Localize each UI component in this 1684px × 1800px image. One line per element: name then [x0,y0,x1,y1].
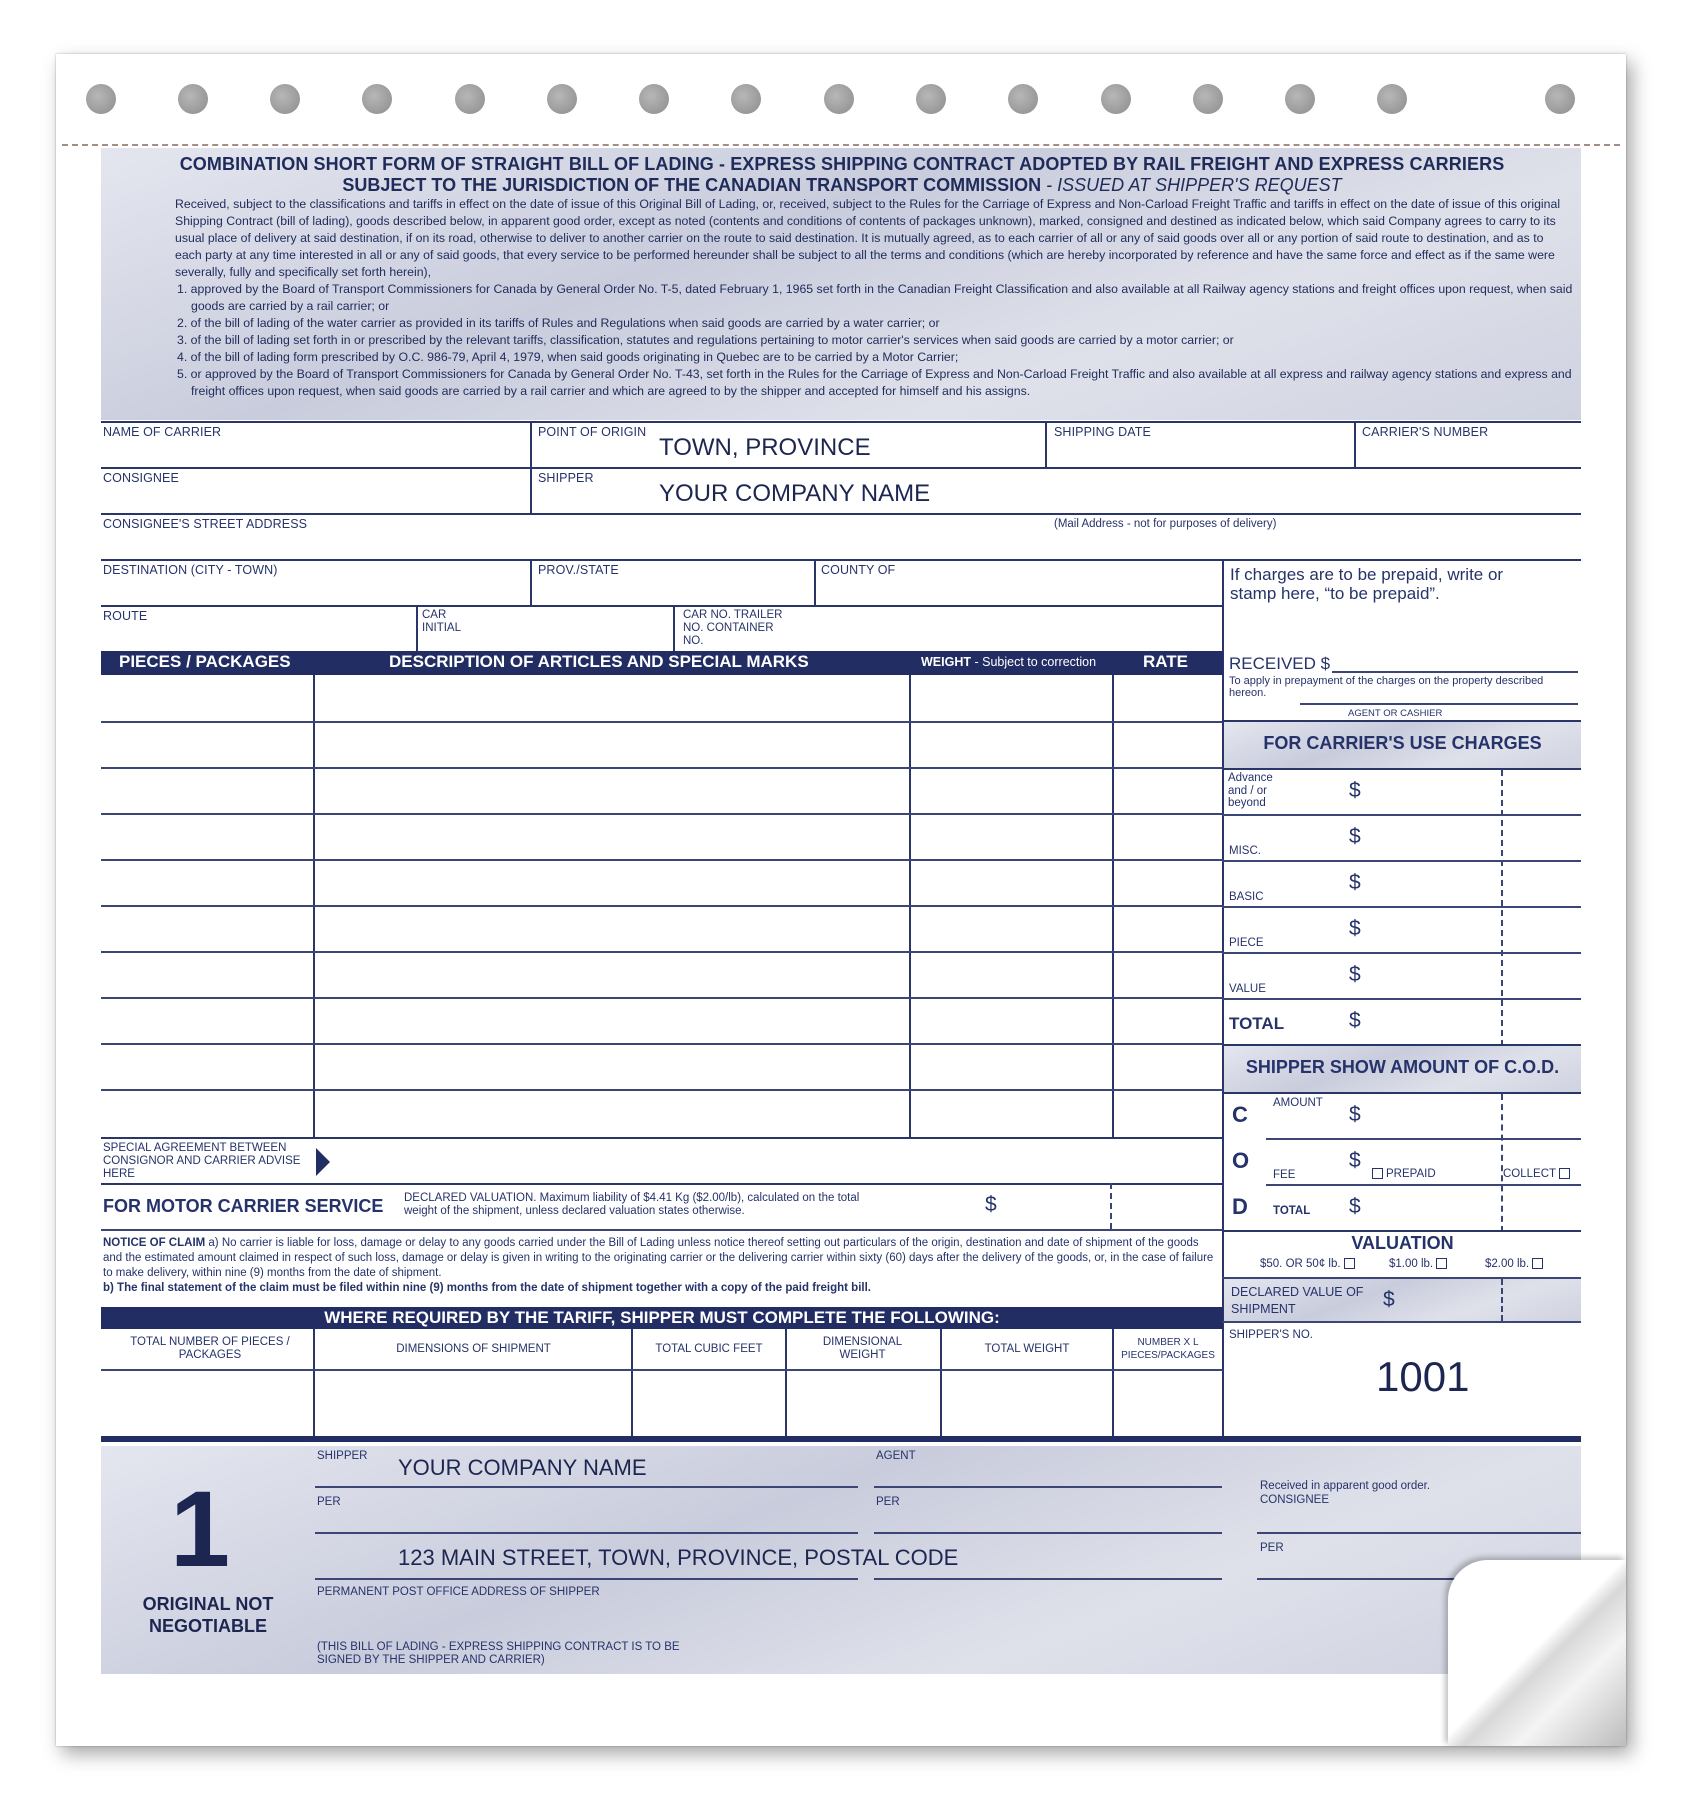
charge-advance-label: Advance and / or beyond [1228,772,1273,809]
punch-hole [824,84,854,114]
cod-prepaid-checkbox[interactable]: PREPAID [1372,1168,1436,1181]
charge-dollar: $ [1349,779,1361,802]
punch-hole [639,84,669,114]
cod-collect-checkbox[interactable]: COLLECT [1503,1168,1570,1181]
description-header: DESCRIPTION OF ARTICLES AND SPECIAL MARKS [389,652,809,671]
shippers-no-label: SHIPPER'S NO. [1229,1329,1313,1341]
footer-per-label: PER [317,1496,341,1508]
cod-fee-label: FEE [1273,1169,1296,1181]
valuation-100-checkbox[interactable]: $1.00 lb. [1389,1258,1447,1271]
tariff-col-pieces: TOTAL NUMBER OF PIECES / PACKAGES [130,1336,290,1361]
mail-address-note: (Mail Address - not for purposes of delivery) [1054,518,1277,530]
shipper-label: SHIPPER [538,471,594,485]
punch-hole [1285,84,1315,114]
charge-dollar: $ [1349,963,1361,986]
punch-hole [270,84,300,114]
received-note: To apply in prepayment of the charges on the property described hereon. [1229,675,1544,699]
copy-number: 1 [170,1468,231,1589]
footer-shipper-field[interactable]: YOUR COMPANY NAME [398,1455,647,1480]
address-label: PERMANENT POST OFFICE ADDRESS OF SHIPPER [317,1586,600,1598]
valuation-50-checkbox[interactable]: $50. OR 50¢ lb. [1260,1258,1355,1271]
page-curl [1448,1560,1626,1746]
agent-cashier-label: AGENT OR CASHIER [1348,708,1443,719]
destination-label: DESTINATION (CITY - TOWN) [103,563,278,577]
prov-state-label: PROV./STATE [538,563,619,577]
footer-shipper-label: SHIPPER [317,1450,368,1462]
point-of-origin-label: POINT OF ORIGIN [538,425,647,439]
charge-total-label: TOTAL [1229,1014,1285,1033]
pieces-header: PIECES / PACKAGES [119,652,291,671]
carriers-number-label: CARRIER'S NUMBER [1362,425,1489,439]
form-subtitle: SUBJECT TO THE JURISDICTION OF THE CANADIAN TRANSPORT COMMISSION - ISSUED AT SHIPPER'S REQUEST [342,175,1342,195]
route-label: ROUTE [103,609,148,623]
cod-dollar: $ [1349,1149,1361,1172]
form-title: COMBINATION SHORT FORM OF STRAIGHT BILL OF LADING - EXPRESS SHIPPING CONTRACT ADOPTED BY RAIL FREIGHT AND EXPRESS CARRIERS [179,154,1505,174]
cod-letter-o: O [1232,1148,1250,1173]
terms-item: 4. of the bill of lading form prescribed by O.C. 986-79, April 4, 1979, when said goods originating in Quebec are to be carried by a Motor Carrier; [177,350,959,364]
notice-of-claim: NOTICE OF CLAIM a) No carrier is liable for loss, damage or delay to any goods carried under the Bill of Lading unless notice thereof setting out particulars of the origin, destination and date of shipment of the goods and the estimated amount claimed in respect of such loss, damage or delay is given in writing to the originating carrier or the delivering carrier within sixty (60) days after the delivery of the goods, or, in the case of failure to make delivery, within nine (9) months from the date of shipment. b) The final statement of the claim must be filed within nine (9) months from the date of shipment together with a copy of the paid freight bill. [103,1237,1214,1294]
received-label: RECEIVED $ [1229,654,1331,673]
punch-hole [731,84,761,114]
footer-agent-per-label: PER [876,1496,900,1508]
punch-hole [178,84,208,114]
county-of-label: COUNTY OF [821,563,896,577]
punch-hole [547,84,577,114]
tariff-col-dim-weight: DIMENSIONAL WEIGHT [822,1336,903,1361]
cod-total-label: TOTAL [1273,1205,1311,1217]
charge-basic-label: BASIC [1229,891,1264,903]
carrier-use-header: FOR CARRIER'S USE CHARGES [1224,722,1581,768]
punch-hole [455,84,485,114]
terms-item: 3. of the bill of lading set forth in or prescribed by the relevant tariffs, classification, statutes and regulations pertaining to motor carrier's services when said goods are carried by a motor carrier; or [177,333,1234,347]
consignee-label: CONSIGNEE [103,471,179,485]
shipping-date-label: SHIPPING DATE [1054,425,1151,439]
punch-hole [1545,84,1575,114]
motor-carrier-label: FOR MOTOR CARRIER SERVICE [103,1196,384,1216]
charge-dollar: $ [1349,1009,1361,1032]
shipper-field[interactable]: YOUR COMPANY NAME [659,480,931,507]
punch-hole [1377,84,1407,114]
articles-header-bar [101,651,1223,675]
terms-item: 5. or approved by the Board of Transport Commissioners for Canada by General Order No. T-43, set forth in the Rules for the Carriage of Express and Non-Carload Freight Traffic and also available at all express and railway agency stations and express and freight offices upon request, when said goods are carried by a rail carrier and which are agreed to by the shipper and accepted for himself and his assigns. [177,367,1572,398]
car-initial-label: CAR INITIAL [422,609,461,634]
cod-amount-label: AMOUNT [1273,1097,1323,1109]
terms-item: 1. approved by the Board of Transport Commissioners for Canada by General Order No. T-5, dated February 1, 1965 set forth in the Canadian Freight Classification and also available at all Railway agency stations and freight offices upon request, when said goods are carried by a rail carrier; or [177,282,1573,313]
tariff-header-bar: WHERE REQUIRED BY THE TARIFF, SHIPPER MUST COMPLETE THE FOLLOWING: [101,1307,1223,1329]
perforation-line [62,144,1620,146]
name-of-carrier-label: NAME OF CARRIER [103,425,222,439]
arrow-icon [316,1148,330,1176]
footer-consignee-label: CONSIGNEE [1260,1494,1330,1506]
charge-dollar: $ [1349,917,1361,940]
charge-dollar: $ [1349,871,1361,894]
sign-note: (THIS BILL OF LADING - EXPRESS SHIPPING CONTRACT IS TO BE SIGNED BY THE SHIPPER AND CARRIER) [317,1641,680,1666]
tariff-col-dimensions: DIMENSIONS OF SHIPMENT [396,1343,551,1355]
valuation-label: VALUATION [1351,1233,1454,1253]
punch-hole [1101,84,1131,114]
declared-value-dollar: $ [1383,1288,1395,1311]
cod-letter-d: D [1232,1194,1248,1219]
terms-header [101,148,1581,420]
shipper-address-field[interactable]: 123 MAIN STREET, TOWN, PROVINCE, POSTAL CODE [398,1545,959,1570]
charge-misc-label: MISC. [1229,845,1261,857]
tariff-col-cubic-feet: TOTAL CUBIC FEET [655,1343,763,1355]
tariff-col-number-pieces: NUMBER X L PIECES/PACKAGES [1121,1337,1215,1361]
weight-header: WEIGHT - Subject to correction [921,655,1097,669]
charge-dollar: $ [1349,825,1361,848]
terms-paragraph: Received, subject to the classifications and tariffs in effect on the date of issue of this Original Bill of Lading, or, received, subject to the Rules for the Carriage of Express and Non-Carload Freight Traffic and tariffs in effect on the date of issue of this original Shipping Contract (bill of lading), goods described below, in apparent good order, except as noted (contents and conditions of contents of packages unknown), marked, consigned and destined as indicated below, which said Company agrees to carry to its usual place of delivery at said destination, if on its road, otherwise to deliver to another carrier on the route to said destination. It is mutually agreed, as to each carrier of all or any of said goods over all or any portion of said route to destination, and as to each party at any time interested in all or any of said goods, that every service to be performed hereunder shall be subject to all the terms and conditions (which are hereby incorporated by reference and have the same force and effect as if the same were severally, fully and specifically set forth herein), [175,197,1561,279]
received-good-order: Received in apparent good order. [1260,1480,1431,1492]
cod-dollar: $ [1349,1195,1361,1218]
tariff-col-total-weight: TOTAL WEIGHT [984,1343,1070,1355]
special-agreement-label: SPECIAL AGREEMENT BETWEEN CONSIGNOR AND CARRIER ADVISE HERE [103,1142,301,1180]
declared-valuation-note: DECLARED VALUATION. Maximum liability of $4.41 Kg ($2.00/lb), calculated on the total weight of the shipment, unless declared valuation states otherwise. [404,1192,860,1217]
punch-hole [1193,84,1223,114]
prepaid-note: If charges are to be prepaid, write or stamp here, “to be prepaid”. [1230,565,1504,603]
cod-letter-c: C [1232,1102,1248,1127]
punch-hole [916,84,946,114]
declared-valuation-dollar: $ [985,1193,997,1216]
point-of-origin-field[interactable]: TOWN, PROVINCE [659,434,871,461]
punch-hole [362,84,392,114]
punch-hole [86,84,116,114]
terms-item: 2. of the bill of lading of the water carrier as provided in its tariffs of Rules and Regulations when said goods are carried by a water carrier; or [177,316,940,330]
car-no-label: CAR NO. TRAILER NO. CONTAINER NO. [683,609,783,647]
charge-value-label: VALUE [1229,983,1266,995]
rate-header: RATE [1143,652,1189,671]
shippers-no-value: 1001 [1376,1353,1470,1400]
copy-label: ORIGINAL NOT NEGOTIABLE [142,1594,274,1636]
valuation-200-checkbox[interactable]: $2.00 lb. [1485,1258,1543,1271]
footer-agent-label: AGENT [876,1450,916,1462]
footer-consignee-per-label: PER [1260,1542,1284,1554]
declared-value-label: DECLARED VALUE OF SHIPMENT [1231,1285,1364,1316]
charge-piece-label: PIECE [1229,937,1264,949]
cod-header: SHIPPER SHOW AMOUNT OF C.O.D. [1224,1046,1581,1092]
cod-dollar: $ [1349,1103,1361,1126]
consignee-street-label: CONSIGNEE'S STREET ADDRESS [103,517,308,531]
punch-hole [1008,84,1038,114]
